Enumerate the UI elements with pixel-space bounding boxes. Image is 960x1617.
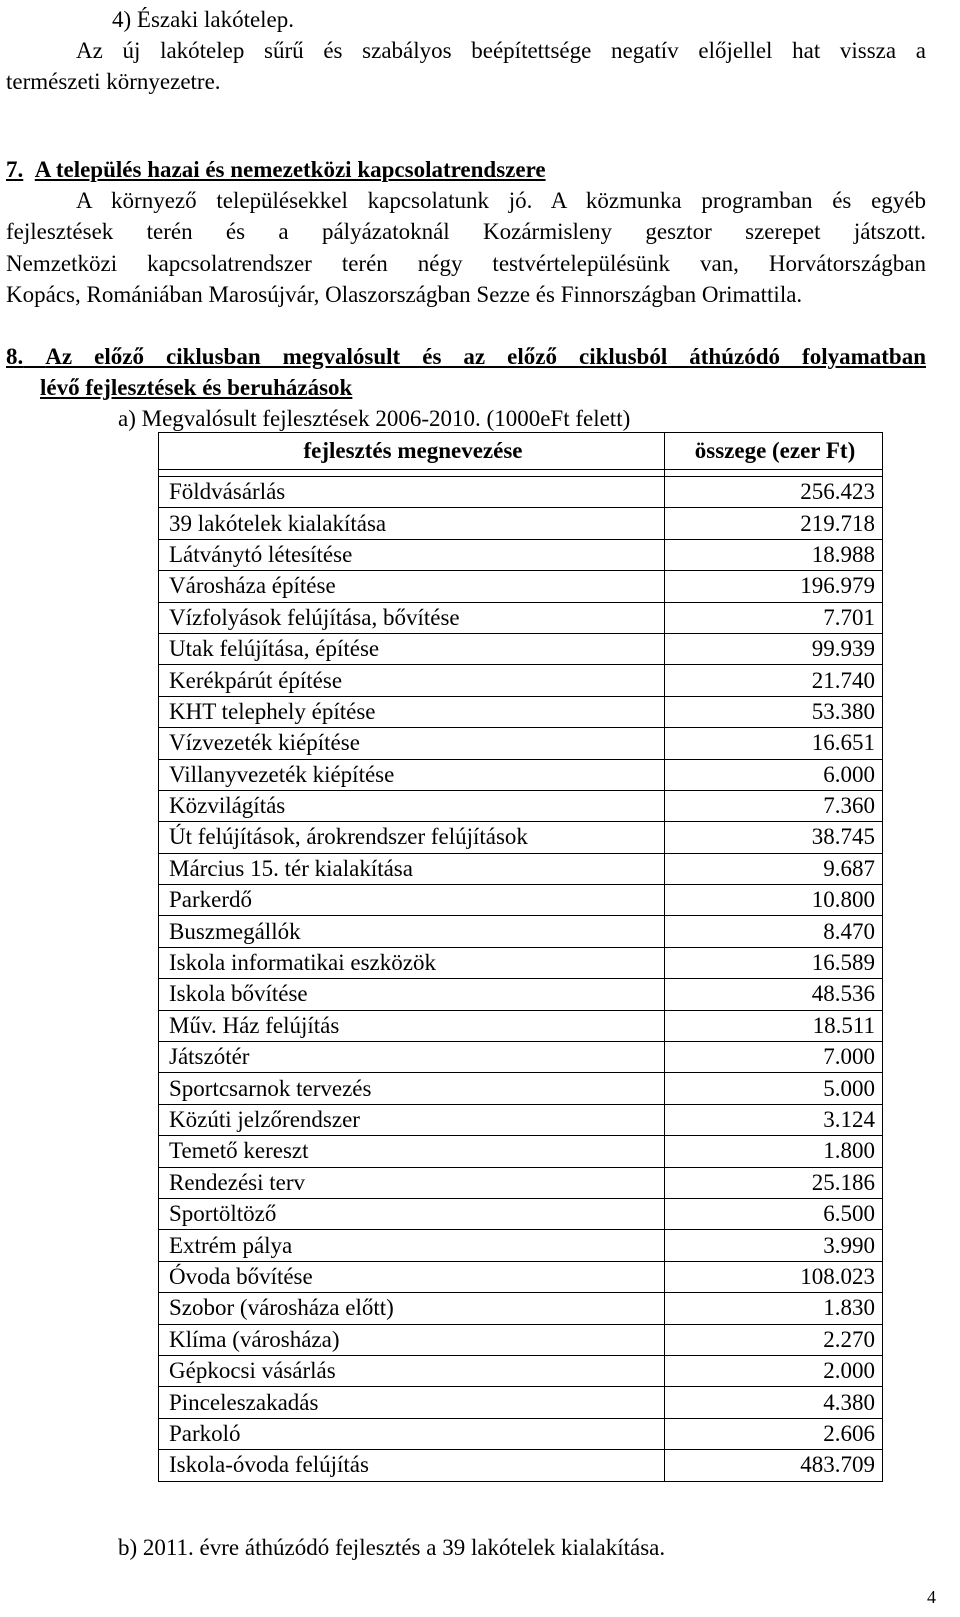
table-header-row xyxy=(159,433,883,470)
developments-table xyxy=(158,432,883,1482)
row-amount: 219.718 xyxy=(665,508,883,539)
row-amount: 53.380 xyxy=(665,696,883,727)
row-name: Extrém pálya xyxy=(159,1230,665,1261)
row-name: Iskola informatikai eszközök xyxy=(159,947,665,978)
table-row xyxy=(159,1418,883,1449)
table-row xyxy=(159,1104,883,1135)
table-row xyxy=(159,1167,883,1198)
row-name: Vízvezeték kiépítése xyxy=(159,728,665,759)
table-spacer-row xyxy=(159,470,883,477)
table-row xyxy=(159,1230,883,1261)
row-amount: 483.709 xyxy=(665,1450,883,1481)
row-name: Temető kereszt xyxy=(159,1136,665,1167)
row-name: Látványtó létesítése xyxy=(159,539,665,570)
table-row xyxy=(159,1042,883,1073)
row-name: Buszmegállók xyxy=(159,916,665,947)
table-row xyxy=(159,947,883,978)
row-amount: 48.536 xyxy=(665,979,883,1010)
section-7-line-3: Nemzetközi kapcsolatrendszer terén négy testvértelepülésünk van, Horvátországban xyxy=(6,251,926,276)
table-row xyxy=(159,1324,883,1355)
row-name: Műv. Ház felújítás xyxy=(159,1010,665,1041)
section-7-line-2: fejlesztések terén és a pályázatoknál Kozármisleny gesztor szerepet játszott. xyxy=(6,219,926,244)
row-name: Földvásárlás xyxy=(159,477,665,508)
row-amount: 3.124 xyxy=(665,1104,883,1135)
section-8-subtitle-b: b) 2011. évre áthúzódó fejlesztés a 39 lakótelek kialakítása. xyxy=(118,1535,666,1560)
row-amount: 3.990 xyxy=(665,1230,883,1261)
table-row xyxy=(159,1355,883,1386)
row-amount: 7.000 xyxy=(665,1042,883,1073)
section-7-title xyxy=(6,154,546,185)
section-4-text-line-2: természeti környezetre. xyxy=(6,69,221,94)
section-8-title-text-1: Az előző ciklusban megvalósult és az előző ciklusból áthúzódó folyamatban xyxy=(45,344,927,369)
section-7-line-4: Kopács, Romániában Marosújvár, Olaszországban Sezze és Finnországban Orimattila. xyxy=(6,282,803,307)
row-amount: 16.651 xyxy=(665,728,883,759)
row-amount: 99.939 xyxy=(665,633,883,664)
row-name: Út felújítások, árokrendszer felújítások xyxy=(159,822,665,853)
header-name: fejlesztés megnevezése xyxy=(159,433,665,470)
row-name: Közúti jelzőrendszer xyxy=(159,1104,665,1135)
row-name: Játszótér xyxy=(159,1042,665,1073)
table-row xyxy=(159,728,883,759)
row-name: Klíma (városháza) xyxy=(159,1324,665,1355)
row-name: Városháza építése xyxy=(159,571,665,602)
table-row xyxy=(159,508,883,539)
section-8-title-line-1 xyxy=(6,341,926,372)
row-amount: 16.589 xyxy=(665,947,883,978)
table-row xyxy=(159,696,883,727)
table-row xyxy=(159,1010,883,1041)
row-amount: 25.186 xyxy=(665,1167,883,1198)
header-amount: összege (ezer Ft) xyxy=(665,433,883,470)
table-row xyxy=(159,916,883,947)
table-row xyxy=(159,822,883,853)
row-amount: 2.000 xyxy=(665,1355,883,1386)
row-amount: 7.701 xyxy=(665,602,883,633)
row-amount: 9.687 xyxy=(665,853,883,884)
row-name: 39 lakótelek kialakítása xyxy=(159,508,665,539)
row-name: Gépkocsi vásárlás xyxy=(159,1355,665,1386)
row-name: Villanyvezeték kiépítése xyxy=(159,759,665,790)
table-row xyxy=(159,1073,883,1104)
table-row xyxy=(159,477,883,508)
row-amount: 196.979 xyxy=(665,571,883,602)
table-row xyxy=(159,885,883,916)
section-8-subtitle-a: a) Megvalósult fejlesztések 2006-2010. (1000eFt felett) xyxy=(118,406,631,431)
table-row xyxy=(159,571,883,602)
row-name: Kerékpárút építése xyxy=(159,665,665,696)
table-row xyxy=(159,790,883,821)
row-amount: 108.023 xyxy=(665,1261,883,1292)
section-7-number: 7. xyxy=(6,157,24,182)
row-name: Iskola-óvoda felújítás xyxy=(159,1450,665,1481)
table-row xyxy=(159,1261,883,1292)
row-amount: 6.500 xyxy=(665,1198,883,1229)
row-amount: 7.360 xyxy=(665,790,883,821)
row-name: Utak felújítása, építése xyxy=(159,633,665,664)
row-name: Sportcsarnok tervezés xyxy=(159,1073,665,1104)
section-7-title-text: A település hazai és nemezetközi kapcsolatrendszere xyxy=(34,157,546,182)
table-row xyxy=(159,759,883,790)
section-4-text-line-1: Az új lakótelep sűrű és szabályos beépítettsége negatív előjellel hat vissza a xyxy=(76,38,926,63)
row-name: Parkoló xyxy=(159,1418,665,1449)
table-row xyxy=(159,1136,883,1167)
row-name: Sportöltöző xyxy=(159,1198,665,1229)
row-amount: 6.000 xyxy=(665,759,883,790)
table-row xyxy=(159,1450,883,1481)
section-8-number: 8. xyxy=(6,344,24,369)
table-row xyxy=(159,1293,883,1324)
row-amount: 10.800 xyxy=(665,885,883,916)
section-8-title-line-2: lévő fejlesztések és beruházások xyxy=(40,375,353,400)
section-7-line-1: A környező településekkel kapcsolatunk jó. A közmunka programban és egyéb xyxy=(76,188,926,213)
table-row xyxy=(159,1387,883,1418)
section-4-heading: 4) Északi lakótelep. xyxy=(112,7,295,32)
row-amount: 18.988 xyxy=(665,539,883,570)
table-row xyxy=(159,539,883,570)
table-row xyxy=(159,633,883,664)
table-row xyxy=(159,853,883,884)
row-name: Közvilágítás xyxy=(159,790,665,821)
row-name: Óvoda bővítése xyxy=(159,1261,665,1292)
row-amount: 4.380 xyxy=(665,1387,883,1418)
row-amount: 1.800 xyxy=(665,1136,883,1167)
row-amount: 38.745 xyxy=(665,822,883,853)
row-amount: 18.511 xyxy=(665,1010,883,1041)
table-row xyxy=(159,1198,883,1229)
row-name: Március 15. tér kialakítása xyxy=(159,853,665,884)
row-amount: 2.270 xyxy=(665,1324,883,1355)
page-number: 4 xyxy=(927,1587,936,1607)
row-name: Iskola bővítése xyxy=(159,979,665,1010)
row-name: Rendezési terv xyxy=(159,1167,665,1198)
table-row xyxy=(159,979,883,1010)
table-row xyxy=(159,602,883,633)
row-name: Vízfolyások felújítása, bővítése xyxy=(159,602,665,633)
row-amount: 256.423 xyxy=(665,477,883,508)
row-name: KHT telephely építése xyxy=(159,696,665,727)
row-amount: 5.000 xyxy=(665,1073,883,1104)
row-amount: 8.470 xyxy=(665,916,883,947)
row-amount: 21.740 xyxy=(665,665,883,696)
row-amount: 2.606 xyxy=(665,1418,883,1449)
table-row xyxy=(159,665,883,696)
row-name: Pinceleszakadás xyxy=(159,1387,665,1418)
row-name: Szobor (városháza előtt) xyxy=(159,1293,665,1324)
row-amount: 1.830 xyxy=(665,1293,883,1324)
row-name: Parkerdő xyxy=(159,885,665,916)
